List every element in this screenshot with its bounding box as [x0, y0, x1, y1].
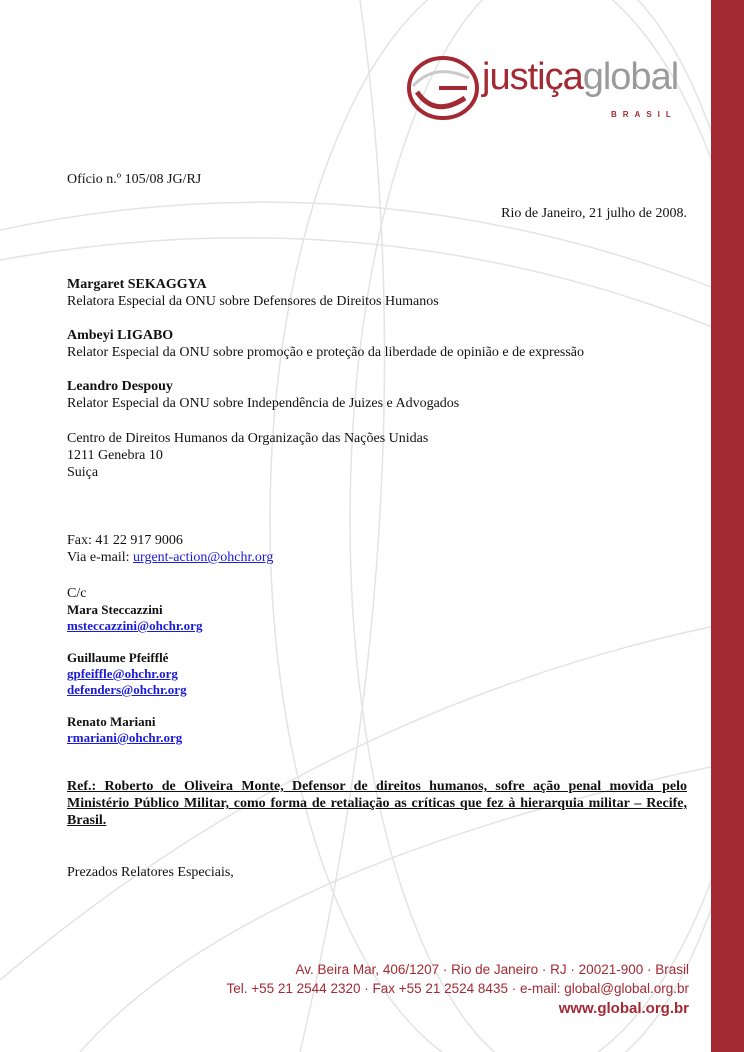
logo-justica: justiça	[482, 56, 583, 98]
salutation: Prezados Relatores Especiais,	[67, 865, 234, 880]
cc-email-link[interactable]: msteccazzini@ohchr.org	[67, 618, 203, 633]
footer-address: Av. Beira Mar, 406/1207 · Rio de Janeiro · RJ · 20021-900 · Brasil	[295, 962, 689, 977]
address-line: Centro de Direitos Humanos da Organização das Nações Unidas	[67, 431, 429, 446]
address-line: Suiça	[67, 465, 99, 480]
reference-number: Ofício n.º 105/08 JG/RJ	[67, 172, 202, 187]
cc-person-name: Renato Mariani	[67, 714, 156, 729]
recipient-name: Margaret SEKAGGYA	[67, 277, 207, 292]
email-line	[67, 549, 273, 566]
email-prefix: Via e-mail:	[67, 550, 134, 565]
footer-phone-fax-email: Tel. +55 21 2544 2320 · Fax +55 21 2524 8435 · e-mail: global@global.org.br	[226, 981, 689, 996]
cc-email-link[interactable]: rmariani@ohchr.org	[67, 730, 183, 745]
logo-country: BRASIL	[611, 110, 677, 119]
cc-person	[67, 714, 202, 746]
brand-side-bar	[711, 0, 744, 1052]
urgent-action-email-link[interactable]: urgent-action@ohchr.org	[133, 550, 274, 565]
recipient-1	[67, 276, 687, 310]
justica-global-logo	[405, 52, 695, 124]
letterhead-footer	[226, 960, 689, 1019]
cc-section	[67, 585, 202, 746]
recipient-title: Relator Especial da ONU sobre promoção e proteção da liberdade de opinião e de expressão	[67, 345, 585, 360]
contact-info	[67, 532, 273, 566]
cc-person	[67, 602, 202, 634]
cc-email-link[interactable]: defenders@ohchr.org	[67, 682, 187, 697]
recipient-3	[67, 378, 687, 412]
recipient-2	[67, 327, 687, 361]
date-line: Rio de Janeiro, 21 julho de 2008.	[501, 206, 687, 221]
logo-wordmark	[482, 52, 678, 102]
subject-reference: Ref.: Roberto de Oliveira Monte, Defensor de direitos humanos, sofre ação penal movida pelo Ministério Público Militar, como forma de retaliação as críticas que fez à hierarquia militar – Recife, Brasil.	[67, 779, 687, 828]
cc-person	[67, 650, 202, 698]
cc-person-name: Mara Steccazzini	[67, 602, 163, 617]
recipient-title: Relator Especial da ONU sobre Independência de Juizes e Advogados	[67, 396, 460, 411]
recipient-name: Ambeyi LIGABO	[67, 328, 174, 343]
recipient-name: Leandro Despouy	[67, 379, 173, 394]
address-line: 1211 Genebra 10	[67, 448, 163, 463]
mailing-address	[67, 430, 428, 481]
recipient-title: Relatora Especial da ONU sobre Defensores de Direitos Humanos	[67, 294, 439, 309]
logo-swirl-icon	[405, 52, 481, 124]
cc-email-link[interactable]: gpfeiffle@ohchr.org	[67, 666, 178, 681]
fax-number: Fax: 41 22 917 9006	[67, 533, 183, 548]
footer-website-link[interactable]: www.global.org.br	[558, 1000, 689, 1017]
logo-global: global	[582, 56, 679, 98]
cc-label: C/c	[67, 586, 87, 601]
cc-person-name: Guillaume Pfeifflé	[67, 650, 169, 665]
